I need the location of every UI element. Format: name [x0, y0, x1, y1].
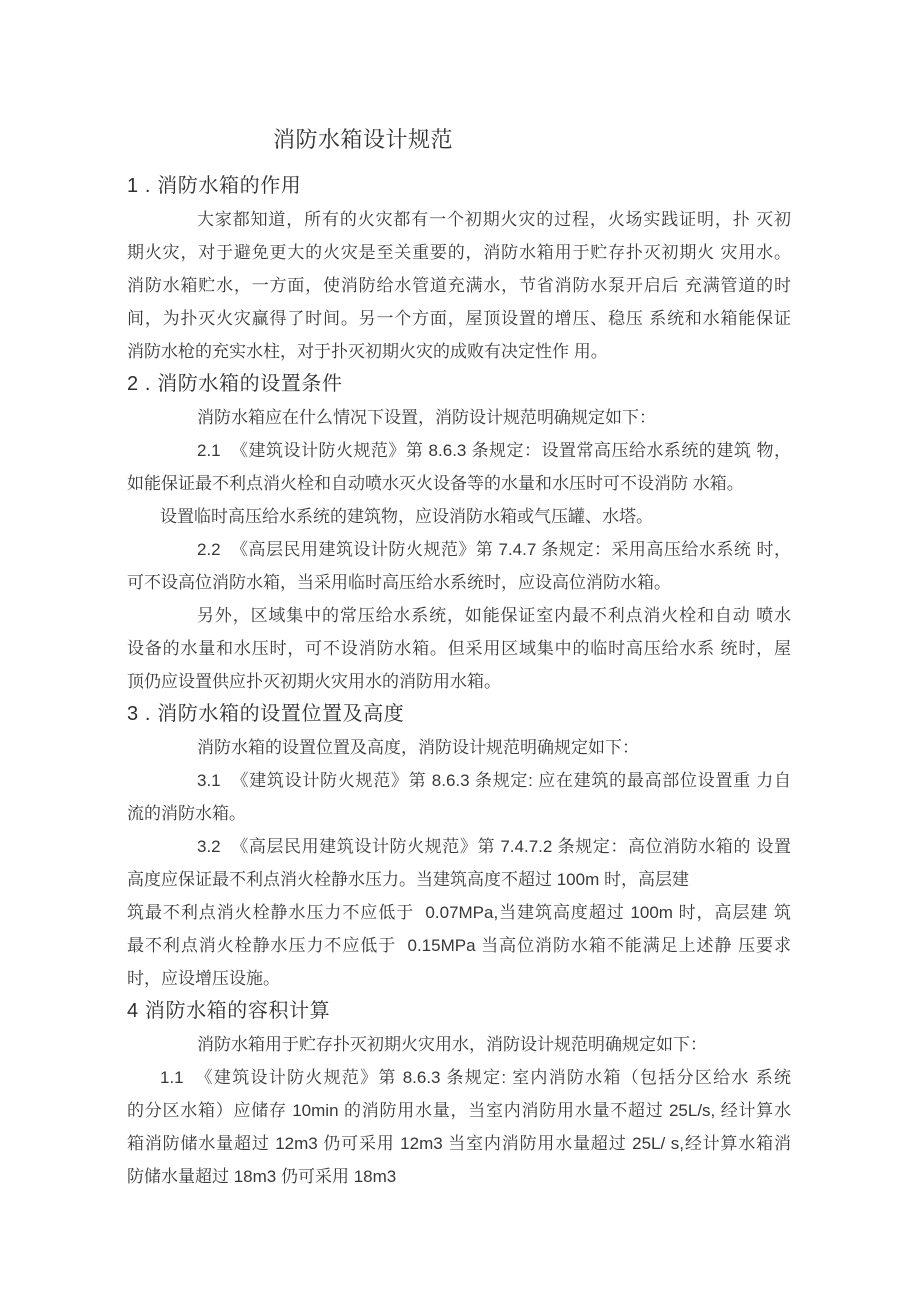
text-line: 3.1 《建筑设计防火规范》第 8.6.3 条规定: 应在建筑的最高部位设置重 力自	[197, 771, 791, 790]
text-line: 流的消防水箱。	[127, 804, 246, 823]
document-title: 消防水箱设计规范	[273, 127, 454, 152]
text-line: 消防水箱的设置位置及高度，消防设计规范明确规定如下：	[197, 738, 639, 757]
section-heading-text: 2 . 消防水箱的设置条件	[127, 373, 343, 395]
section-heading-text: 3 . 消防水箱的设置位置及高度	[127, 703, 405, 725]
text-line: 期火灾，对于避免更大的火灾是至关重要的，消防水箱用于贮存扑灭初期火 灾用水。	[127, 243, 791, 262]
text-line: 时，应设增压设施。	[127, 969, 280, 988]
paragraph	[127, 1028, 791, 1061]
text-line: 大家都知道，所有的火灾都有一个初期火灾的过程，火场实践证明，扑 灭初	[197, 210, 791, 229]
text-line: 3.2 《高层民用建筑设计防火规范》第 7.4.7.2 条规定：高位消防水箱的 设置	[197, 837, 791, 856]
section-heading	[127, 995, 791, 1028]
text-line: 箱消防储水量超过 12m3 仍可采用 12m3 当室内消防用水量超过 25L/ s,经计算水箱消	[127, 1134, 791, 1153]
document-body	[127, 170, 791, 1193]
paragraph	[127, 764, 791, 830]
text-line: 消防水箱贮水，一方面，使消防给水管道充满水，节省消防水泵开启后 充满管道的时	[127, 276, 791, 295]
paragraph	[127, 434, 791, 500]
paragraph	[127, 203, 791, 368]
paragraph	[127, 1061, 791, 1193]
paragraph	[127, 500, 791, 533]
text-line: 最不利点消火栓静水压力不应低于 0.15MPa 当高位消防水箱不能满足上述静 压要求	[127, 936, 791, 955]
document-content	[127, 122, 791, 1193]
text-line: 2.1 《建筑设计防火规范》第 8.6.3 条规定：设置常高压给水系统的建筑 物，	[197, 441, 791, 460]
paragraph	[127, 896, 791, 995]
text-line: 的分区水箱）应储存 10min 的消防用水量，当室内消防用水量不超过 25L/s, 经计算水	[127, 1101, 791, 1120]
text-line: 消防水箱用于贮存扑灭初期火灾用水，消防设计规范明确规定如下：	[197, 1035, 707, 1054]
text-line: 消防水箱应在什么情况下设置，消防设计规范明确规定如下：	[197, 408, 656, 427]
section-heading	[127, 368, 791, 401]
paragraph	[127, 731, 791, 764]
paragraph	[127, 401, 791, 434]
text-line: 顶仍应设置供应扑灭初期火灾用水的消防用水箱。	[127, 672, 501, 691]
section-heading	[127, 698, 791, 731]
text-line: 可不设高位消防水箱，当采用临时高压给水系统时，应设高位消防水箱。	[127, 573, 671, 592]
text-line: 2.2 《高层民用建筑设计防火规范》第 7.4.7 条规定：采用高压给水系统 时，	[197, 540, 791, 559]
section-heading-text: 1 . 消防水箱的作用	[127, 175, 302, 197]
paragraph	[127, 599, 791, 698]
section-heading-text: 4 消防水箱的容积计算	[127, 1000, 331, 1022]
text-line: 另外，区域集中的常压给水系统，如能保证室内最不利点消火栓和自动 喷水	[197, 606, 791, 625]
text-line: 1.1 《建筑设计防火规范》第 8.6.3 条规定: 室内消防水箱（包括分区给水 系统	[160, 1068, 791, 1087]
text-line: 高度应保证最不利点消火栓静水压力。当建筑高度不超过 100m 时，高层建	[127, 870, 689, 889]
paragraph	[127, 533, 791, 599]
text-line: 筑最不利点消火栓静水压力不应低于 0.07MPa,当建筑高度超过 100m 时，高层建 筑	[127, 903, 791, 922]
text-line: 设备的水量和水压时，可不设消防水箱。但采用区域集中的临时高压给水系 统时，屋	[127, 639, 791, 658]
text-line: 消防水枪的充实水柱，对于扑灭初期火灾的成败有决定性作 用。	[127, 342, 608, 361]
section-heading	[127, 170, 791, 203]
text-line: 防储水量超过 18m3 仍可采用 18m3	[127, 1167, 397, 1186]
text-line: 间，为扑灭火灾赢得了时间。另一个方面，屋顶设置的增压、稳压 系统和水箱能保证	[127, 309, 791, 328]
text-line: 设置临时高压给水系统的建筑物，应设消防水箱或气压罐、水塔。	[160, 507, 653, 526]
paragraph	[127, 830, 791, 896]
text-line: 如能保证最不利点消火栓和自动喷水灭火设备等的水量和水压时可不设消防 水箱。	[127, 474, 744, 493]
